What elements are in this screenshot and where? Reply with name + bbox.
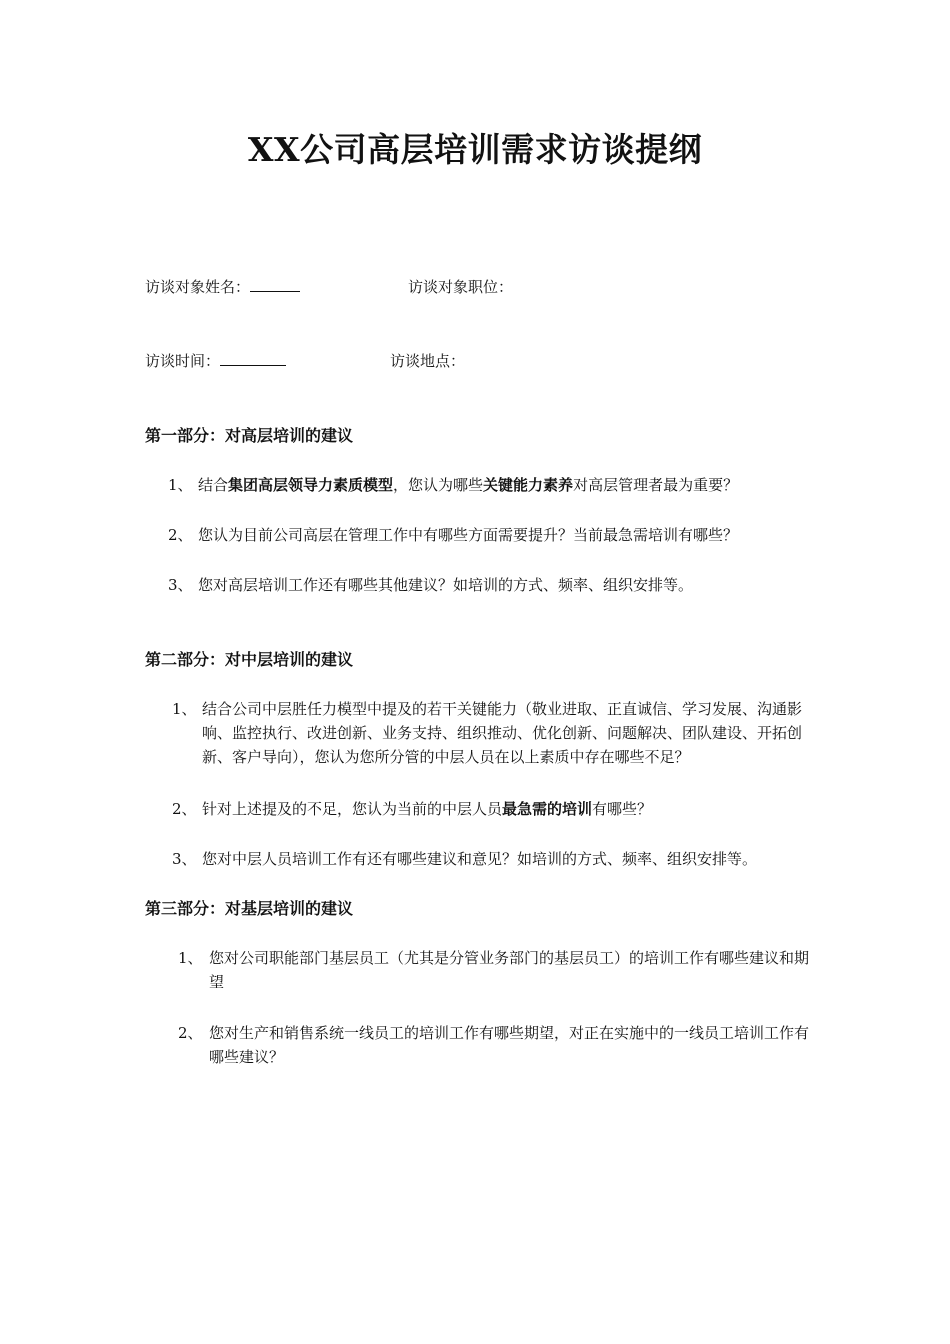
question-text: 结合公司中层胜任力模型中提及的若干关键能力（敬业进取、正直诚信、学习发展、沟通影响、监控执行、改进创新、业务支持、组织推动、优化创新、问题解决、团队建设、开拓创新、客户导向），您认为您所分管的中层人员在以上素质中存在哪些不足？ (202, 700, 803, 766)
question-number: 1、 (168, 476, 193, 494)
question-text: 针对上述提及的不足，您认为当前的中层人员最急需的培训有哪些？ (202, 800, 653, 818)
question-text: 您对公司职能部门基层员工（尤其是分管业务部门的基层员工）的培训工作有哪些建议和期望 (209, 949, 810, 991)
interview-time-label: 访谈时间： (145, 352, 221, 370)
interview-place-field (390, 350, 465, 372)
question-item (168, 573, 828, 597)
question-text: 您对高层培训工作还有哪些其他建议？如培训的方式、频率、组织安排等。 (198, 576, 694, 594)
interviewee-name-label: 访谈对象姓名： (145, 278, 251, 296)
question-item (168, 473, 828, 497)
interviewee-name-blank[interactable] (250, 277, 300, 292)
interview-time-field (145, 350, 286, 372)
interviewee-name-field (145, 276, 300, 298)
question-number: 2、 (172, 800, 197, 818)
interview-time-blank[interactable] (220, 351, 286, 366)
question-text: 您对中层人员培训工作有还有哪些建议和意见？如培训的方式、频率、组织安排等。 (202, 850, 758, 868)
question-item (172, 847, 822, 871)
question-number: 2、 (168, 526, 193, 544)
question-item (178, 1021, 810, 1069)
question-item (178, 946, 810, 994)
question-text: 您对生产和销售系统一线员工的培训工作有哪些期望，对正在实施中的一线员工培训工作有哪些建议？ (209, 1024, 810, 1066)
section-heading: 第二部分：对中层培训的建议 (145, 650, 354, 669)
question-number: 3、 (168, 576, 193, 594)
section-heading: 第三部分：对基层培训的建议 (145, 899, 354, 918)
emphasis-text: 最急需的培训 (502, 800, 593, 818)
question-number: 1、 (172, 700, 197, 718)
question-text: 结合集团高层领导力素质模型，您认为哪些关键能力素养对高层管理者最为重要？ (198, 476, 739, 494)
question-number: 2、 (178, 1024, 203, 1042)
question-item (172, 797, 822, 821)
question-number: 1、 (178, 949, 203, 967)
emphasis-text: 集团高层领导力素质模型 (228, 476, 394, 494)
emphasis-text: 关键能力素养 (483, 476, 574, 494)
section-heading: 第一部分：对高层培训的建议 (145, 426, 354, 445)
question-item (172, 697, 822, 769)
interviewee-position-label: 访谈对象职位： (408, 278, 514, 296)
interview-place-label: 访谈地点： (390, 352, 466, 370)
question-text: 您认为目前公司高层在管理工作中有哪些方面需要提升？当前最急需培训有哪些？ (198, 526, 739, 544)
interviewee-position-field (408, 276, 513, 298)
question-number: 3、 (172, 850, 197, 868)
document-title: XX公司高层培训需求访谈提纲 (247, 130, 703, 169)
question-item (168, 523, 828, 547)
